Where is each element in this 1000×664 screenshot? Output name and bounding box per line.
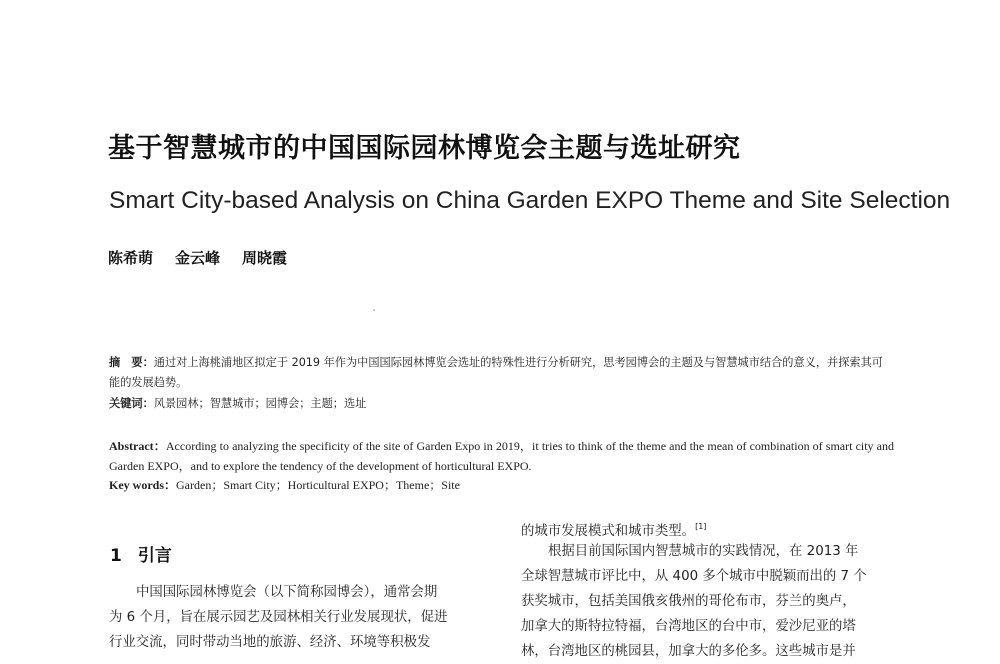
abstract-english-text: According to analyzing the specificity of the site of Garden Expo in 2019，it tries to think of the theme and the mean of combination of smart city and Garden EXPO，and to explore the tendency of the development of horticultural EXPO.	[109, 439, 894, 473]
body-column-left	[109, 580, 479, 655]
paper-title-chinese: 基于智慧城市的中国国际园林博览会主题与选址研究	[108, 133, 741, 164]
body-text-line: 行业交流，同时带动当地的旅游、经济、环境等积极发	[109, 635, 431, 650]
author-name: 金云峰	[175, 249, 221, 267]
section-heading	[110, 541, 172, 566]
abstract-chinese	[109, 353, 894, 393]
keywords-chinese-text: 风景园林；智慧城市；园博会；主题；选址	[153, 397, 367, 410]
scan-speck	[373, 309, 375, 311]
body-text-line: 林，台湾地区的桃园县，加拿大的多伦多。这些城市是并	[521, 644, 856, 659]
keywords-chinese-label: 关键词：	[109, 397, 154, 410]
author-name: 陈希萌	[108, 249, 154, 267]
body-text-line: 获奖城市，包括美国俄亥俄州的哥伦布市，芬兰的奥卢，	[521, 594, 856, 609]
body-text-line	[521, 514, 893, 539]
citation-ref[interactable]: [1]	[695, 522, 707, 531]
author-list	[108, 247, 287, 268]
paper-title-english: Smart City-based Analysis on China Garden EXPO Theme and Site Selection	[109, 187, 951, 214]
body-text-line: 根据目前国际国内智慧城市的实践情况，在 2013 年	[548, 544, 859, 559]
keywords-english	[109, 475, 460, 495]
keywords-english-label: Key words：	[109, 478, 176, 492]
keywords-chinese	[109, 394, 366, 414]
body-text-line: 中国国际园林博览会（以下简称园博会），通常会期	[136, 585, 438, 600]
body-column-right	[521, 514, 893, 664]
abstract-chinese-label: 摘 要：	[109, 356, 154, 369]
section-title: 引言	[137, 546, 172, 566]
section-number: 1	[110, 546, 122, 566]
author-name: 周晓霞	[242, 249, 288, 267]
abstract-english-label: Abstract：	[109, 439, 166, 453]
keywords-english-text: Garden；Smart City；Horticultural EXPO；Theme；Site	[176, 478, 460, 492]
body-text-line: 加拿大的斯特拉特福，台湾地区的台中市，爱沙尼亚的塔	[521, 619, 856, 634]
abstract-english	[109, 436, 894, 476]
body-text-line: 为 6 个月，旨在展示园艺及园林相关行业发展现状，促进	[109, 610, 448, 625]
abstract-chinese-text: 通过对上海桃浦地区拟定于 2019 年作为中国国际园林博览会选址的特殊性进行分析研究，思考园博会的主题及与智慧城市结合的意义，并探索其可能的发展趋势。	[109, 356, 883, 389]
body-text-line: 全球智慧城市评比中，从 400 多个城市中脱颖而出的 7 个	[521, 569, 867, 584]
body-text-fragment: 的城市发展模式和城市类型。	[521, 524, 696, 539]
